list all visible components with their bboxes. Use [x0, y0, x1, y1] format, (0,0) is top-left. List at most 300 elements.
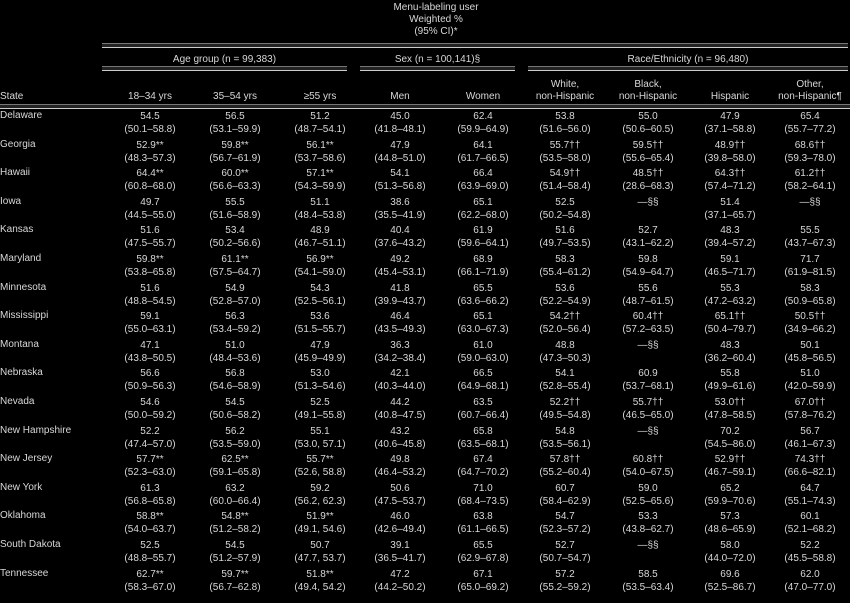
cell-estimate: 59.7**	[221, 568, 249, 580]
cell-ci: (55.7–77.2)	[784, 124, 836, 135]
cell-ci: (40.8–47.5)	[374, 410, 426, 421]
cell-ci: (54.0–67.5)	[622, 467, 674, 479]
col-18-34: 18–34 yrs	[128, 91, 172, 102]
cell-estimate: 57.3	[720, 511, 740, 523]
cell-estimate: 44.2	[390, 397, 410, 408]
cell-ci: (61.1–66.5)	[457, 524, 509, 536]
table-cell	[110, 310, 190, 336]
table-cell	[360, 224, 440, 250]
cell-estimate: 52.7	[555, 540, 575, 551]
cell-ci: (66.1–71.9)	[457, 267, 509, 278]
cell-ci: (49.7–53.5)	[539, 238, 591, 250]
cell-ci: (58.3–67.0)	[124, 581, 176, 593]
cell-ci: (36.2–60.4)	[704, 352, 756, 364]
cell-ci: (54.6–58.9)	[209, 381, 261, 393]
cell-ci: (59.1–65.8)	[209, 467, 261, 479]
cell-ci: (55.2–59.2)	[539, 581, 591, 593]
table-cell	[525, 396, 605, 422]
cell-ci: (64.7–70.2)	[457, 467, 509, 479]
table-cell	[770, 510, 850, 536]
table-cell	[280, 282, 360, 308]
table-cell	[360, 167, 440, 193]
cell-estimate: 57.2	[555, 568, 575, 580]
cell-estimate: 59.8	[638, 254, 658, 265]
cell-estimate: 54.5	[140, 111, 160, 122]
cell-estimate: 59.1	[140, 311, 160, 323]
cell-ci: (48.3–57.3)	[124, 152, 176, 164]
table-cell	[280, 253, 360, 279]
cell-estimate: 58.5	[638, 568, 658, 580]
cell-estimate: 51.6	[140, 282, 160, 294]
table-cell	[280, 224, 360, 250]
cell-estimate: 54.9	[225, 282, 245, 294]
table-cell	[443, 339, 523, 365]
cell-ci: (60.7–66.4)	[457, 410, 509, 421]
table-cell	[770, 310, 850, 336]
cell-ci: (44.5–55.0)	[124, 209, 176, 221]
cell-ci: (44.0–72.0)	[704, 553, 756, 564]
cell-ci: (64.9–68.1)	[457, 381, 509, 393]
cell-estimate: 56.1**	[306, 139, 334, 151]
cell-ci: (48.4–53.6)	[209, 352, 261, 364]
cell-estimate: 51.0	[800, 368, 820, 380]
cell-estimate: 46.4	[390, 311, 410, 323]
table-cell	[690, 339, 770, 365]
table-cell	[525, 568, 605, 594]
cell-ci: (43.8–62.7)	[622, 524, 674, 536]
state-label: Mississippi	[0, 310, 49, 322]
cell-ci: (46.4–53.2)	[374, 467, 426, 479]
table-cell	[608, 396, 688, 422]
cell-estimate: —§§	[637, 540, 659, 551]
table-cell	[280, 453, 360, 479]
table-cell	[195, 196, 275, 222]
table-cell	[195, 425, 275, 451]
cell-estimate: 56.7	[800, 425, 820, 437]
table-cell	[110, 139, 190, 165]
table-cell	[608, 282, 688, 308]
cell-estimate: 47.2	[390, 568, 410, 580]
cell-ci: (51.2–57.9)	[209, 553, 261, 564]
cell-ci: (52.5–65.6)	[622, 495, 674, 507]
cell-estimate: 61.1**	[221, 254, 249, 265]
table-cell	[690, 253, 770, 279]
cell-ci: (54.1–59.0)	[294, 267, 346, 278]
cell-ci: (56.7–62.8)	[209, 581, 261, 593]
table-cell	[443, 539, 523, 565]
cell-estimate: 55.7††	[632, 397, 664, 408]
cell-ci: (52.2–54.9)	[539, 295, 591, 307]
table-cell	[110, 224, 190, 250]
group-age: Age group (n = 99,383)	[172, 54, 277, 65]
cell-ci: (39.9–43.7)	[374, 295, 426, 307]
cell-estimate: 55.1	[310, 425, 330, 437]
cell-estimate: 63.5	[473, 397, 493, 408]
table-cell	[443, 110, 523, 136]
cell-estimate: 51.9**	[306, 511, 334, 523]
table-cell	[195, 539, 275, 565]
table-cell	[608, 253, 688, 279]
table-cell	[443, 139, 523, 165]
cell-estimate: 59.2	[310, 482, 330, 494]
table-cell	[443, 425, 523, 451]
table-cell	[195, 396, 275, 422]
cell-ci: (51.4–58.4)	[539, 181, 591, 193]
table-cell	[195, 139, 275, 165]
cell-ci: (49.1–55.8)	[294, 410, 346, 421]
cell-ci: (53.1–59.9)	[209, 124, 261, 135]
cell-estimate: —§§	[637, 339, 659, 351]
cell-estimate: 47.9	[720, 111, 740, 122]
cell-ci: (63.6–66.2)	[457, 295, 509, 307]
title-line-3: (95% CI)*	[414, 26, 458, 37]
table-cell	[443, 167, 523, 193]
table-cell	[608, 224, 688, 250]
table-cell	[770, 425, 850, 451]
table-cell	[195, 167, 275, 193]
cell-estimate: 53.0	[310, 368, 330, 380]
header-rule	[0, 104, 850, 109]
cell-ci: (45.9–49.9)	[294, 352, 346, 364]
cell-ci: (53.7–68.1)	[622, 381, 674, 393]
cell-estimate: 48.9	[310, 225, 330, 237]
cell-estimate: 43.2	[390, 425, 410, 437]
cell-estimate: 54.9††	[549, 168, 581, 180]
cell-estimate: 65.8	[473, 425, 493, 437]
table-cell	[110, 482, 190, 508]
cell-ci: (61.7–66.5)	[457, 152, 509, 164]
cell-ci: (48.8–54.5)	[124, 295, 176, 307]
table-cell	[608, 196, 688, 209]
table-cell	[110, 568, 190, 594]
state-label: New Hampshire	[0, 424, 72, 436]
table-cell	[690, 539, 770, 565]
table-cell	[690, 568, 770, 594]
cell-ci: (63.9–69.0)	[457, 181, 509, 193]
state-label: Georgia	[0, 138, 36, 150]
cell-ci: (51.5–55.7)	[294, 324, 346, 336]
cell-estimate: 68.9	[473, 254, 493, 265]
cell-estimate: 47.1	[140, 339, 160, 351]
cell-ci: (45.5–58.8)	[784, 553, 836, 564]
cell-ci: (37.1–65.7)	[704, 209, 756, 221]
cell-ci: (59.6–64.1)	[457, 238, 509, 250]
table-cell	[195, 339, 275, 365]
table-cell	[690, 510, 770, 536]
table-cell	[525, 339, 605, 365]
state-label: Iowa	[0, 195, 22, 207]
cell-ci: (56.7–61.9)	[209, 152, 261, 164]
cell-estimate: 60.8††	[632, 454, 664, 466]
cell-ci: (51.3–54.6)	[294, 381, 346, 393]
cell-ci: (35.5–41.9)	[374, 209, 426, 221]
cell-ci: (46.5–65.0)	[622, 410, 674, 421]
cell-estimate: 52.9††	[714, 454, 746, 466]
cell-estimate: 65.1	[473, 311, 493, 323]
table-cell	[195, 110, 275, 136]
col-white: White, non-Hispanic	[535, 79, 595, 102]
cell-ci: (52.5–56.1)	[294, 295, 346, 307]
cell-ci: (59.9–64.9)	[457, 124, 509, 135]
table-cell	[360, 425, 440, 451]
table-cell	[525, 253, 605, 279]
table-cell	[443, 510, 523, 536]
cell-ci: (53.0, 57.1)	[294, 438, 346, 450]
cell-ci: (62.2–68.0)	[457, 209, 509, 221]
cell-estimate: 59.8**	[221, 139, 249, 151]
cell-estimate: 65.4	[800, 111, 820, 122]
cell-ci: (46.1–67.3)	[784, 438, 836, 450]
cell-ci: (42.0–59.9)	[784, 381, 836, 393]
state-label: Nebraska	[0, 367, 43, 379]
table-cell	[525, 196, 605, 222]
cell-estimate: 53.4	[225, 225, 245, 237]
table-cell	[195, 510, 275, 536]
cell-estimate: 51.6	[140, 225, 160, 237]
table-cell	[525, 167, 605, 193]
cell-estimate: 57.1**	[306, 168, 334, 180]
cell-estimate: 50.7	[310, 540, 330, 551]
cell-estimate: 52.7	[638, 225, 658, 237]
cell-ci: (52.8–55.4)	[539, 381, 591, 393]
cell-estimate: 53.6	[555, 282, 575, 294]
cell-estimate: —§§	[799, 196, 821, 208]
cell-ci: (46.7–59.1)	[704, 467, 756, 479]
cell-estimate: 55.3	[720, 282, 740, 294]
cell-estimate: 55.0	[638, 111, 658, 122]
cell-ci: (50.9–65.8)	[784, 295, 836, 307]
table-cell	[770, 396, 850, 422]
table-cell	[770, 224, 850, 250]
cell-ci: (57.4–71.2)	[704, 181, 756, 193]
table-cell	[608, 167, 688, 193]
cell-estimate: 52.9**	[136, 139, 164, 151]
cell-estimate: 52.5	[555, 196, 575, 208]
cell-estimate: 60.9	[638, 368, 658, 380]
cell-estimate: —§§	[637, 425, 659, 437]
cell-ci: (52.3–63.0)	[124, 467, 176, 479]
title-rule	[102, 43, 848, 48]
table-cell	[525, 367, 605, 393]
table-cell	[690, 453, 770, 479]
cell-ci: (50.6–60.5)	[622, 124, 674, 135]
cell-estimate: —§§	[637, 196, 659, 208]
cell-estimate: 60.7	[555, 482, 575, 494]
cell-estimate: 52.2	[140, 425, 160, 437]
group-rule-race	[528, 66, 848, 71]
cell-ci: (47.0–77.0)	[784, 581, 836, 593]
cell-estimate: 69.6	[720, 568, 740, 580]
cell-estimate: 68.6††	[794, 139, 826, 151]
cell-estimate: 62.4	[473, 111, 493, 122]
cell-ci: (54.9–64.7)	[622, 267, 674, 278]
cell-ci: (53.8–65.8)	[124, 267, 176, 278]
cell-ci: (66.6–82.1)	[784, 467, 836, 479]
table-cell	[770, 282, 850, 308]
table-cell	[525, 425, 605, 451]
cell-ci: (50.7–54.7)	[539, 553, 591, 564]
cell-ci: (52.6, 58.8)	[294, 467, 346, 479]
table-cell	[690, 196, 770, 222]
cell-ci: (53.5–63.4)	[622, 581, 674, 593]
cell-estimate: 65.5	[473, 540, 493, 551]
table-cell	[525, 224, 605, 250]
cell-estimate: 61.0	[473, 339, 493, 351]
cell-ci: (48.7–54.1)	[294, 124, 346, 135]
cell-ci: (50.6–58.2)	[209, 410, 261, 421]
cell-estimate: 47.9	[310, 339, 330, 351]
cell-ci: (63.0–67.3)	[457, 324, 509, 336]
cell-estimate: 49.7	[140, 196, 160, 208]
cell-ci: (42.6–49.4)	[374, 524, 426, 536]
cell-ci: (57.2–63.5)	[622, 324, 674, 336]
table-cell	[195, 224, 275, 250]
table-cell	[110, 196, 190, 222]
table-cell	[608, 339, 688, 352]
table-cell	[195, 453, 275, 479]
cell-estimate: 40.4	[390, 225, 410, 237]
cell-ci: (48.4–53.8)	[294, 209, 346, 221]
table-cell	[525, 282, 605, 308]
cell-ci: (53.7–58.6)	[294, 152, 346, 164]
cell-estimate: 39.1	[390, 540, 410, 551]
cell-ci: (52.1–68.2)	[784, 524, 836, 536]
cell-estimate: 45.0	[390, 111, 410, 122]
cell-ci: (50.2–56.6)	[209, 238, 261, 250]
cell-estimate: 56.5	[225, 111, 245, 122]
cell-ci: (45.8–56.5)	[784, 352, 836, 364]
table-cell	[195, 282, 275, 308]
state-label: Tennessee	[0, 567, 49, 579]
state-label: South Dakota	[0, 539, 61, 550]
table-cell	[360, 539, 440, 565]
group-race: Race/Ethnicity (n = 96,480)	[627, 54, 749, 65]
cell-ci: (43.5–49.3)	[374, 324, 426, 336]
table-cell	[110, 396, 190, 422]
cell-estimate: 62.7**	[136, 568, 164, 580]
cell-estimate: 48.8	[555, 339, 575, 351]
table-cell	[443, 396, 523, 422]
table-cell	[195, 482, 275, 508]
table-cell	[525, 539, 605, 565]
cell-estimate: 54.5	[225, 540, 245, 551]
table-cell	[770, 110, 850, 136]
cell-estimate: 64.7	[800, 482, 820, 494]
cell-estimate: 42.1	[390, 368, 410, 380]
cell-estimate: 58.3	[800, 282, 820, 294]
table-cell	[360, 253, 440, 279]
cell-ci: (62.9–67.8)	[457, 553, 509, 564]
cell-estimate: 62.0	[800, 568, 820, 580]
cell-ci: (55.0–63.1)	[124, 324, 176, 336]
cell-estimate: 65.1††	[714, 311, 746, 323]
cell-ci: (56.8–65.8)	[124, 495, 176, 507]
state-label: Hawaii	[0, 167, 31, 179]
cell-estimate: 65.2	[720, 482, 740, 494]
table-cell	[110, 167, 190, 193]
table-cell	[443, 224, 523, 250]
cell-ci: (28.6–68.3)	[622, 181, 674, 193]
cell-ci: (47.5–55.7)	[124, 238, 176, 250]
cell-estimate: 66.5	[473, 368, 493, 380]
cell-ci: (41.8–48.1)	[374, 124, 426, 135]
cell-estimate: 54.6	[140, 397, 160, 408]
cell-estimate: 61.9	[473, 225, 493, 237]
table-cell	[690, 310, 770, 336]
cell-ci: (46.5–71.7)	[704, 267, 756, 278]
cell-ci: (53.4–59.2)	[209, 324, 261, 336]
table-cell	[525, 453, 605, 479]
table-cell	[360, 196, 440, 222]
cell-estimate: 55.7††	[549, 139, 581, 151]
cell-estimate: 58.3	[555, 254, 575, 265]
table-cell	[608, 482, 688, 508]
table-cell	[280, 110, 360, 136]
table-cell	[280, 310, 360, 336]
cell-ci: (56.6–63.3)	[209, 181, 261, 193]
cell-estimate: 71.7	[800, 254, 820, 265]
table-cell	[195, 367, 275, 393]
table-cell	[360, 453, 440, 479]
table-cell	[608, 568, 688, 594]
cell-ci: (49.9–61.6)	[704, 381, 756, 393]
table-cell	[280, 139, 360, 165]
cell-estimate: 48.5††	[632, 168, 664, 180]
table-cell	[608, 510, 688, 536]
cell-estimate: 51.0	[225, 339, 245, 351]
cell-ci: (50.0–59.2)	[124, 410, 176, 421]
cell-estimate: 49.8	[390, 454, 410, 466]
cell-ci: (65.0–69.2)	[457, 581, 509, 593]
col-hispanic: Hispanic	[710, 91, 750, 102]
cell-estimate: 74.3††	[794, 454, 826, 466]
cell-estimate: 66.4	[473, 168, 493, 180]
cell-estimate: 60.1	[800, 511, 820, 523]
cell-estimate: 59.0	[638, 482, 658, 494]
cell-estimate: 56.8	[225, 368, 245, 380]
cell-ci: (47.3–50.3)	[539, 352, 591, 364]
table-cell	[770, 453, 850, 479]
cell-ci: (53.5–58.0)	[539, 152, 591, 164]
cell-ci: (34.9–66.2)	[784, 324, 836, 336]
table-cell	[525, 110, 605, 136]
cell-estimate: 63.2	[225, 482, 245, 494]
cell-estimate: 54.5	[225, 397, 245, 408]
state-label: Oklahoma	[0, 510, 46, 522]
cell-ci: (50.1–58.8)	[124, 124, 176, 135]
cell-estimate: 54.1	[390, 168, 410, 180]
cell-estimate: 59.1	[720, 254, 740, 265]
table-cell	[770, 568, 850, 594]
cell-estimate: 53.6	[310, 311, 330, 323]
cell-estimate: 67.1	[473, 568, 493, 580]
state-label: Montana	[0, 338, 39, 350]
cell-ci: (55.1–74.3)	[784, 495, 836, 507]
cell-estimate: 55.8	[720, 368, 740, 380]
table-cell	[770, 253, 850, 279]
cell-ci: (53.5–56.1)	[539, 438, 591, 450]
cell-estimate: 61.3	[140, 482, 160, 494]
col-35-54: 35–54 yrs	[213, 91, 257, 102]
cell-estimate: 58.0	[720, 540, 740, 551]
state-label: Minnesota	[0, 281, 47, 293]
cell-ci: (53.5–59.0)	[209, 438, 261, 450]
cell-ci: (47.2–63.2)	[704, 295, 756, 307]
cell-estimate: 56.3	[225, 311, 245, 323]
cell-ci: (50.2–54.8)	[539, 209, 591, 221]
cell-estimate: 56.9**	[306, 254, 334, 265]
cell-estimate: 51.4	[720, 196, 740, 208]
